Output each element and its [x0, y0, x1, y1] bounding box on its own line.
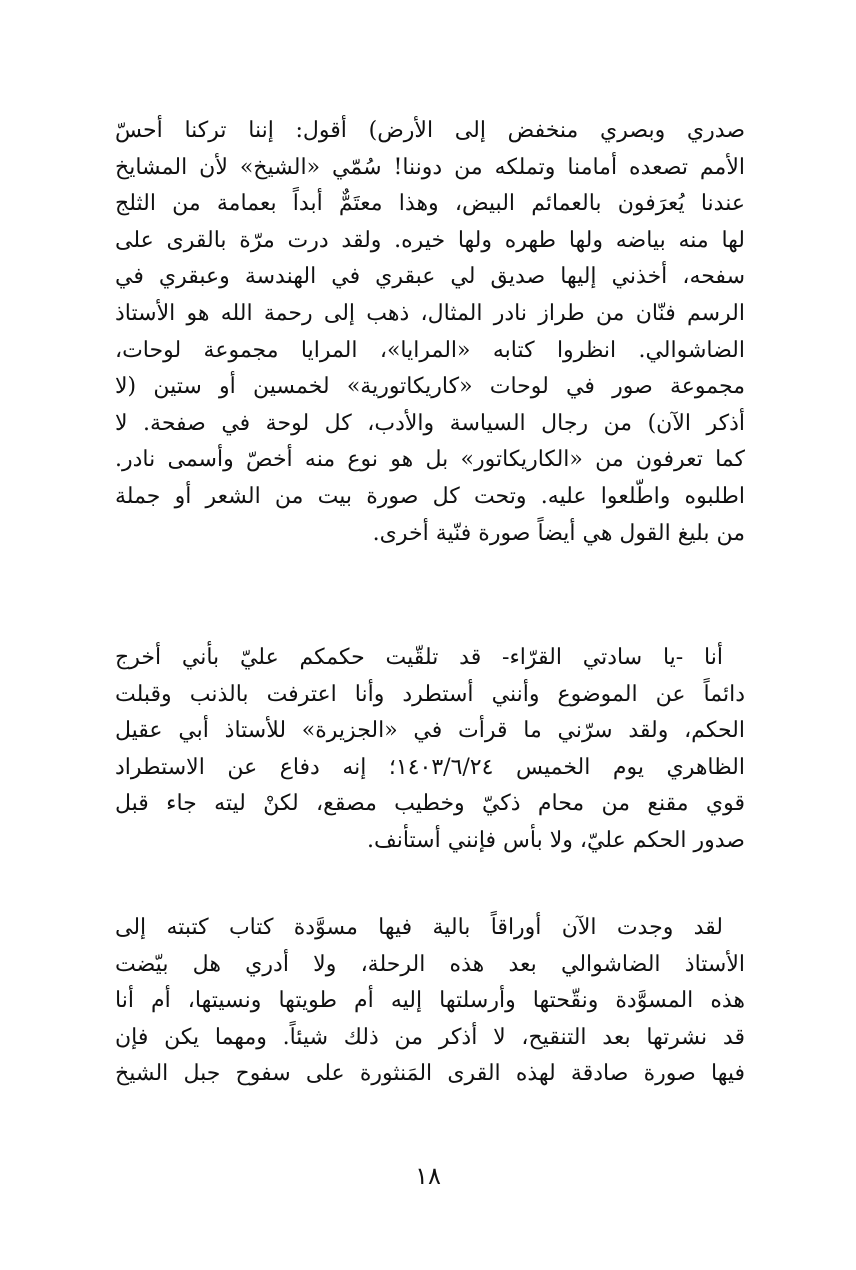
text-line: فيها صورة صادقة لهذه القرى المَنثورة على سفوح جبل الشيخ [115, 1061, 745, 1087]
paragraph-1 [115, 113, 745, 552]
page-number: ١٨ [415, 1162, 441, 1190]
text-line: الرسم فنّان من طراز نادر المثال، ذهب إلى رحمة الله هو الأستاذ [115, 300, 745, 326]
text-line: قد نشرتها بعد التنقيح، لا أذكر من ذلك شيئاً. ومهما يكن فإن [115, 1024, 745, 1050]
text-line: عندنا يُعرَفون بالعمائم البيض، وهذا معتَمٌّ أبداً بعمامة من الثلج [115, 191, 745, 217]
text-line: الحكم، ولقد سرّني ما قرأت في «الجزيرة» للأستاذ أبي عقيل [115, 718, 745, 744]
text-line: اطلبوه واطّلعوا عليه. وتحت كل صورة بيت من الشعر أو جملة [115, 483, 745, 509]
text-line: دائماً عن الموضوع وأنني أستطرد وأنا اعترفت بالذنب وقبلت [115, 681, 745, 707]
text-line: قوي مقنع من محام ذكيّ وخطيب مصقع، لكنْ ليته جاء قبل [115, 791, 745, 817]
text-line: لقد وجدت الآن أوراقاً بالية فيها مسوَّدة كتاب كتبته إلى [115, 915, 723, 940]
text-line: من بليغ القول هي أيضاً صورة فنّية أخرى. [372, 520, 745, 546]
text-line: الضاشوالي. انظروا كتابه «المرايا»، المرايا مجموعة لوحات، [115, 337, 745, 363]
paragraph-2 [115, 640, 745, 860]
text-line: الظاهري يوم الخميس ١٤٠٣/٦/٢٤؛ إنه دفاع عن الاستطراد [115, 754, 746, 780]
text-line: هذه المسوَّدة ونقّحتها وأرسلتها إليه أم طويتها ونسيتها، أم أنا [115, 988, 745, 1014]
text-line: أذكر الآن) من رجال السياسة والأدب، كل لوحة في صفحة. لا [115, 410, 745, 436]
text-line: كما تعرفون من «الكاريكاتور» بل هو نوع منه أخصّ وأسمى نادر. [115, 447, 745, 473]
text-line: سفحه، أخذني إليها صديق لي عبقري في الهندسة وعبقري في [115, 264, 745, 290]
text-line: صدري وبصري منخفض إلى الأرض) أقول: إننا تركنا أحسّ [115, 118, 745, 143]
text-line: لها منه بياضه ولها طهره ولها خيره. ولقد درت مرّة بالقرى على [115, 227, 745, 253]
text-line: الأستاذ الضاشوالي بعد هذه الرحلة، ولا أدري هل بيّضت [115, 951, 745, 977]
text-line: صدور الحكم عليّ، ولا بأس فإنني أستأنف. [366, 827, 745, 853]
text-line: أنا -يا سادتي القرّاء- قد تلقّيت حكمكم عليّ بأني أخرج [115, 645, 723, 670]
text-line: مجموعة صور في لوحات «كاريكاتورية» لخمسين أو ستين (لا [115, 374, 745, 400]
paragraph-3 [115, 910, 745, 1093]
text-line: الأمم تصعده أمامنا وتملكه من دوننا! سُمّي «الشيخ» لأن المشايخ [115, 154, 745, 180]
